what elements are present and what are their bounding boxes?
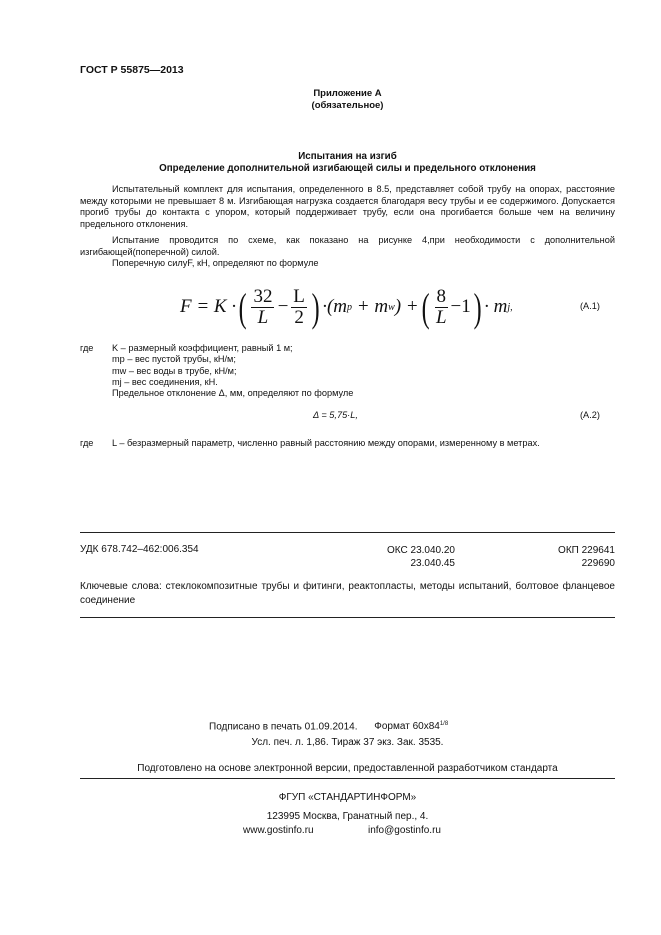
frac-num: 8 [436,285,446,307]
formula-comma: , [510,301,513,313]
paragraph-intro: Испытательный комплект для испытания, определенного в 8.5, представляет собой трубу на опорах, расстояние между которыми не превышает 8 м. Изгибающая нагрузка создается благодаря весу трубы и ее содержимого. Допускается прогиб трубы до контакта с упором, который поддерживает трубу, если она прогибается больше чем на величину предельного отклонения. [80,184,615,229]
okp-code: 229690 [581,558,615,569]
formula-sub: j [507,301,511,313]
divider [80,617,615,618]
formula-op: −1 [450,296,471,317]
formula-a2: Δ = 5,75·L, [313,410,358,420]
section-subtitle: Определение дополнительной изгибающей силы и предельного отклонения [159,163,536,174]
frac-num: L [293,285,305,307]
formula-op: · m [484,296,508,317]
formula-op: − [276,296,290,317]
formula-a2-number: (А.2) [580,410,600,420]
definitions-list [112,343,293,388]
website-link[interactable]: www.gostinfo.ru [243,825,314,836]
prepared-note: Подготовлено на основе электронной версии, предоставленной разработчиком стандарта [137,763,558,774]
definition-mp: mp – вес пустой трубы, кН/м; [112,354,236,365]
address: 123995 Москва, Гранатный пер., 4. [266,811,429,822]
okp-code: ОКП 229641 [558,545,615,556]
oks-code: 23.040.45 [410,558,455,569]
section-title: Испытания на изгиб [298,151,397,162]
formula-a1-number: (А.1) [580,301,600,311]
formula-op: ) + [394,296,419,317]
signed-line [209,721,448,732]
where-label: где [80,343,94,353]
paragraph-force: Поперечную силуF, кН, определяют по формуле [112,258,319,268]
frac-den: L [257,306,269,328]
signed-date: Подписано в печать 01.09.2014. [209,721,358,733]
where-label-2: где [80,438,94,448]
publisher: ФГУП «СТАНДАРТИНФОРМ» [278,792,417,803]
appendix-subtitle: (обязательное) [311,100,384,111]
print-format: Формат 60x84 [374,721,440,733]
oks-codes [355,544,455,570]
standard-number: ГОСТ Р 55875—2013 [80,64,184,76]
deflection-intro: Предельное отклонение Δ, мм, определяют по формуле [112,388,354,398]
email-link[interactable]: info@gostinfo.ru [368,825,441,836]
frac-num: 32 [253,285,273,307]
formula-op: ·(m [322,296,348,317]
formula-sub: w [388,301,395,313]
formula-op: + m [356,296,389,317]
paragraph-scheme: Испытание проводится по схеме, как показано на рисунке 4,при необходимости с дополнительной изгибающей(поперечной) силой. [80,235,615,257]
definition-k: K – размерный коэффициент, равный 1 м; [112,343,293,353]
print-format-fraction: 1/8 [439,721,449,727]
definition-mw: mw – вес воды в трубе, кН/м; [112,365,237,376]
okp-codes [500,544,615,570]
udk-code: УДК 678.742–462:006.354 [80,544,199,555]
definition-l: L – безразмерный параметр, численно равный расстоянию между опорами, измеренному в метрах. [112,438,540,448]
frac-den: 2 [294,306,304,328]
formula-lhs: F = K · [180,296,237,317]
print-details: Усл. печ. л. 1,86. Тираж 37 экз. Зак. 3535. [251,737,444,748]
appendix-title: Приложение А [313,88,382,99]
keywords: Ключевые слова: стеклокомпозитные трубы и фитинги, реактопласты, методы испытаний, болтовое фланцевое соединение [80,581,615,606]
frac-den: L [435,306,447,328]
oks-code: ОКС 23.040.20 [387,545,455,556]
formula-a1: F = K · ( $\frac{32}{L}$ − $\frac{L}{2}$ ) ·(m p + m w ) + ( $\frac{8}{L}$ −1 ) · m j , [180,284,513,330]
formula-sub: p [347,301,353,313]
divider [80,532,615,533]
divider [80,778,615,779]
definition-mj: mj – вес соединения, кН. [112,376,218,387]
